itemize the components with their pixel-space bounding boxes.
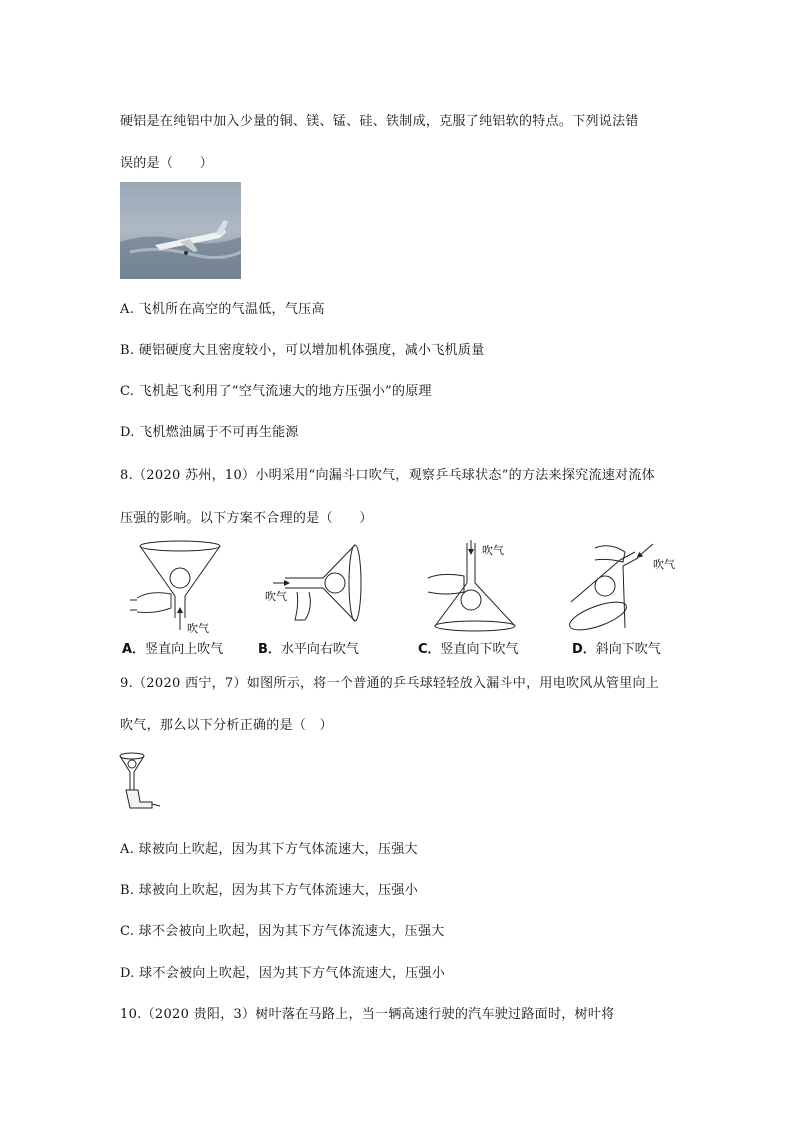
q9-stem-line1: 9.（2020 西宁，7）如图所示，将一个普通的乒乓球轻轻放入漏斗中，用电吹风从管里向上 [120,676,660,691]
q8-stem-line1: 8.（2020 苏州，10）小明采用“向漏斗口吹气，观察乒乓球状态”的方法来探究流速对流体 [120,468,655,483]
figure-c-funnel [420,538,530,638]
hairdryer-funnel-figure [118,750,164,814]
q9-option-d: D. 球不会被向上吹起，因为其下方气体流速大，压强小 [120,966,446,981]
q7-option-d: D. 飞机燃油属于不可再生能源 [120,425,299,440]
caption-b: B．水平向右吹气 [258,642,359,657]
q9-option-c: C. 球不会被向上吹起，因为其下方气体流速大，压强大 [120,924,445,939]
q9-stem-line2: 吹气，那么以下分析正确的是（ ） [120,718,333,733]
airplane-photo [120,182,241,279]
q7-stem-line1: 硬铝是在纯铝中加入少量的铜、镁、锰、硅、铁制成，克服了纯铝软的特点。下列说法错 [120,114,639,129]
q7-option-b: B. 硬铝硬度大且密度较小，可以增加机体强度，减小飞机质量 [120,343,485,358]
figure-a-blow-label: 吹气 [187,622,209,635]
figure-d-funnel [565,538,685,638]
figure-b-funnel [265,538,375,638]
q9-option-a: A. 球被向上吹起，因为其下方气体流速大，压强大 [120,842,418,857]
caption-a: A．竖直向上吹气 [122,642,224,657]
q7-option-c: C. 飞机起飞利用了“空气流速大的地方压强小”的原理 [120,384,432,399]
q7-option-a: A. 飞机所在高空的气温低，气压高 [120,302,325,317]
q9-option-b: B. 球被向上吹起，因为其下方气体流速大，压强小 [120,883,419,898]
q10-stem-line1: 10.（2020 贵阳，3）树叶落在马路上，当一辆高速行驶的汽车驶过路面时，树叶将 [120,1007,615,1022]
figure-b-blow-label: 吹气 [265,590,287,603]
q8-stem-line2: 压强的影响。以下方案不合理的是（ ） [120,511,373,526]
q7-stem-line2: 误的是（ ） [120,156,214,171]
figure-d-blow-label: 吹气 [653,558,675,571]
caption-c: C．竖直向下吹气 [418,642,519,657]
figure-c-blow-label: 吹气 [482,544,504,557]
caption-d: D．斜向下吹气 [572,642,661,657]
figure-a-funnel [125,538,235,638]
